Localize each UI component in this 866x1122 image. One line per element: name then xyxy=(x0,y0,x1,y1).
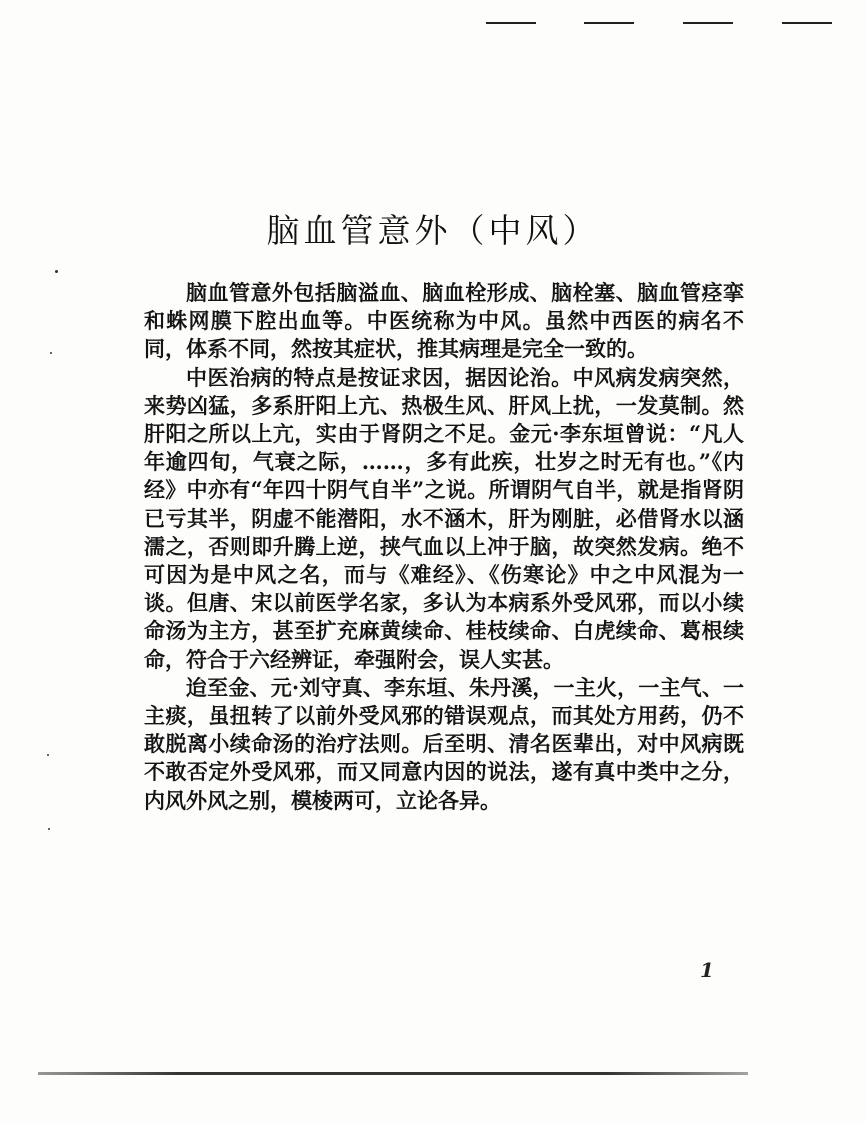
margin-speck xyxy=(50,352,52,354)
header-rule xyxy=(486,22,536,24)
paragraph: 迨至金、元·刘守真、李东垣、朱丹溪，一主火，一主气、一主痰，虽扭转了以前外受风邪的错误观点，而其处方用药，仍不敢脱离小续命汤的治疗法则。后至明、清名医辈出，对中风病既不敢否定外受风邪，而又同意内因的说法，遂有真中类中之分，内风外风之别，模棱两可，立论各异。 xyxy=(144,674,744,813)
header-rule xyxy=(782,22,832,24)
page-number: 1 xyxy=(700,958,714,982)
header-rule xyxy=(683,22,733,24)
margin-speck xyxy=(55,270,58,273)
chapter-title: 脑血管意外（中风） xyxy=(266,211,600,250)
body-text xyxy=(144,279,744,815)
footer-rule xyxy=(38,1072,748,1075)
margin-speck xyxy=(48,828,50,830)
header-rule xyxy=(584,22,634,24)
paragraph: 脑血管意外包括脑溢血、脑血栓形成、脑栓塞、脑血管痉挛和蛛网膜下腔出血等。中医统称为中风。虽然中西医的病名不同，体系不同，然按其症状，推其病理是完全一致的。 xyxy=(144,280,744,362)
paragraph: 中医治病的特点是按证求因，据因论治。中风病发病突然，来势凶猛，多系肝阳上亢、热极生风、肝风上扰，一发莫制。然肝阳之所以上亢，实由于肾阴之不足。金元·李东垣曾说：“凡人年逾四旬，气衰之际，……，多有此疾，壮岁之时无有也。”《内经》中亦有“年四十阴气自半”之说。所谓阴气自半，就是指肾阴已亏其半，阴虚不能潜阳，水不涵木，肝为刚脏，必借肾水以涵濡之，否则即升腾上逆，挟气血以上冲于脑，故突然发病。绝不可因为是中风之名，而与《难经》、《伤寒论》中之中风混为一谈。但唐、宋以前医学名家，多认为本病系外受风邪，而以小续命汤为主方，甚至扩充麻黄续命、桂枝续命、白虎续命、葛根续命，符合于六经辨证，牵强附会，误人实甚。 xyxy=(144,364,744,672)
margin-speck xyxy=(47,754,49,756)
